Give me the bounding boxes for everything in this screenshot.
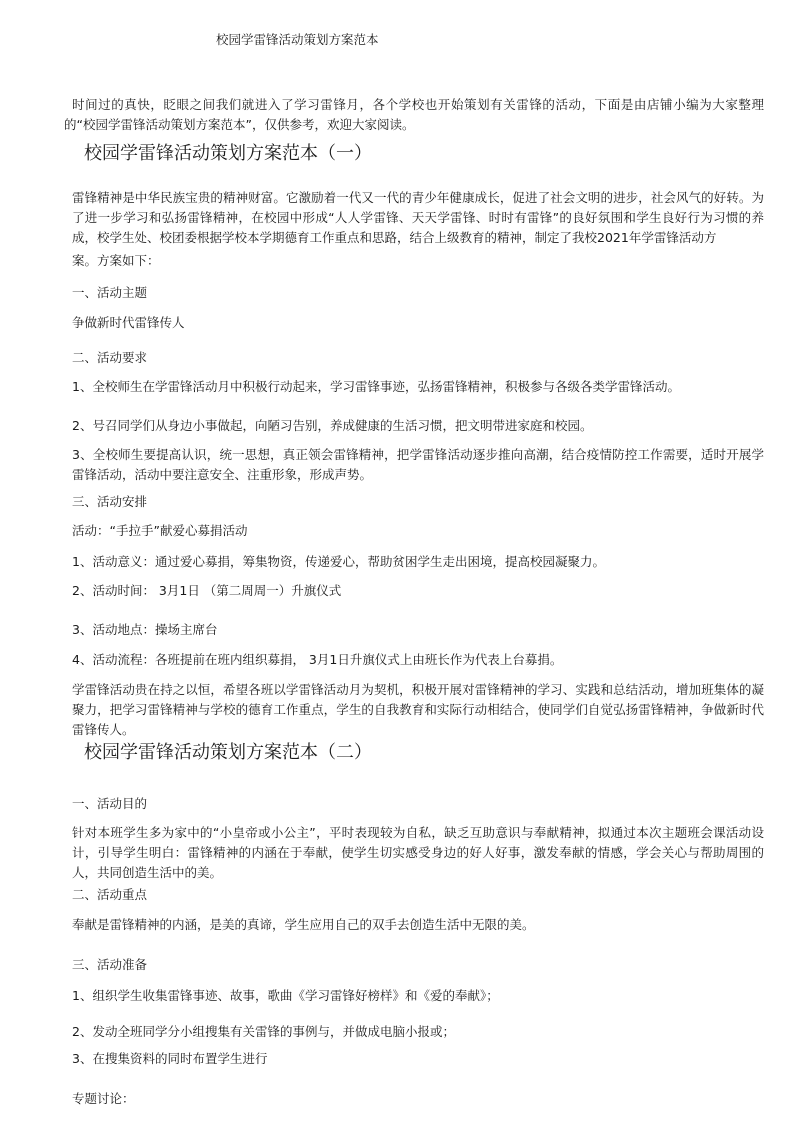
s2-goal: 针对本班学生多为家中的“小皇帝或小公主”，平时表现较为自私，缺乏互助意识与奉献精神，拟通过本次主题班会课活动设计，引导学生明白：雷锋精神的内涵在于奉献，使学生切实感受身边的好人好事，激发奉献的情感，学会关心与帮助周围的人，共同创造生活中的美。 bbox=[72, 825, 764, 880]
s1-heading-theme: 一、活动主题 bbox=[72, 285, 148, 300]
s1-requirement-1: 1、全校师生在学雷锋活动月中积极行动起来，学习雷锋事迹，弘扬雷锋精神，积极参与各级各类学雷锋活动。 bbox=[72, 379, 680, 394]
s1-paragraph-1-end: 案。方案如下： bbox=[72, 253, 160, 268]
s1-activity-item-2: 2、活动时间： 3月1日 （第二周周一）升旗仪式 bbox=[72, 583, 342, 598]
s1-requirement-3: 3、全校师生要提高认识，统一思想，真正领会雷锋精神，把学雷锋活动逐步推向高潮，结合疫情防控工作需要，适时开展学雷锋活动，活动中要注意安全、注重形象，形成声势。 bbox=[72, 447, 764, 482]
s1-heading-requirements: 二、活动要求 bbox=[72, 350, 148, 365]
s2-heading-goal: 一、活动目的 bbox=[72, 796, 148, 811]
intro-paragraph: 时间过的真快，眨眼之间我们就进入了学习雷锋月，各个学校也开始策划有关雷锋的活动，下面是由店铺小编为大家整理的“校园学雷锋活动策划方案范本”，仅供参考，欢迎大家阅读。 bbox=[64, 97, 764, 132]
header-title: 校园学雷锋活动策划方案范本 bbox=[216, 32, 379, 47]
s2-heading-prep: 三、活动准备 bbox=[72, 957, 148, 972]
section-2-title: 校园学雷锋活动策划方案范本（二） bbox=[84, 742, 372, 763]
s1-closing-paragraph: 学雷锋活动贵在持之以恒，希望各班以学雷锋活动月为契机，积极开展对雷锋精神的学习、实践和总结活动，增加班集体的凝聚力，把学习雷锋精神与学校的德育工作重点，学生的自我教育和实际行动相结合，使同学们自觉弘扬雷锋精神，争做新时代雷锋传人。 bbox=[72, 682, 764, 737]
section-1-title: 校园学雷锋活动策划方案范本（一） bbox=[84, 143, 372, 164]
s2-discussion: 专题讨论： bbox=[72, 1091, 135, 1106]
s1-theme: 争做新时代雷锋传人 bbox=[72, 315, 185, 330]
s2-prep-1: 1、组织学生收集雷锋事迹、故事，歌曲《学习雷锋好榜样》和《爱的奉献》； bbox=[72, 988, 499, 1003]
s2-prep-2: 2、发动全班同学分小组搜集有关雷锋的事例与，并做成电脑小报或； bbox=[72, 1024, 455, 1039]
s2-heading-key: 二、活动重点 bbox=[72, 887, 148, 902]
s1-paragraph-1: 雷锋精神是中华民族宝贵的精神财富。它激励着一代又一代的青少年健康成长，促进了社会文明的进步，社会风气的好转。为了进一步学习和弘扬雷锋精神，在校园中形成“人人学雷锋、天天学雷锋、时时有雷锋”的良好氛围和学生良好行为习惯的养成，校学生处、校团委根据学校本学期德育工作重点和思路，结合上级教育的精神，制定了我校2021年学雷锋活动方 bbox=[72, 190, 764, 245]
s1-requirement-2: 2、号召同学们从身边小事做起，向陋习告别，养成健康的生活习惯，把文明带进家庭和校园。 bbox=[72, 418, 593, 433]
s1-heading-plan: 三、活动安排 bbox=[72, 494, 148, 509]
s1-activity-item-4: 4、活动流程：各班提前在班内组织募捐， 3月1日升旗仪式上由班长作为代表上台募捐。 bbox=[72, 652, 563, 667]
s2-prep-3: 3、在搜集资料的同时布置学生进行 bbox=[72, 1051, 268, 1066]
s1-activity-item-1: 1、活动意义：通过爱心募捐，筹集物资，传递爱心，帮助贫困学生走出困境，提高校园凝聚力。 bbox=[72, 554, 605, 569]
s1-activity-item-3: 3、活动地点：操场主席台 bbox=[72, 622, 218, 637]
s2-key: 奉献是雷锋精神的内涵，是美的真谛，学生应用自己的双手去创造生活中无限的美。 bbox=[72, 917, 535, 932]
s1-activity: 活动：“手拉手”献爱心募捐活动 bbox=[72, 523, 248, 538]
